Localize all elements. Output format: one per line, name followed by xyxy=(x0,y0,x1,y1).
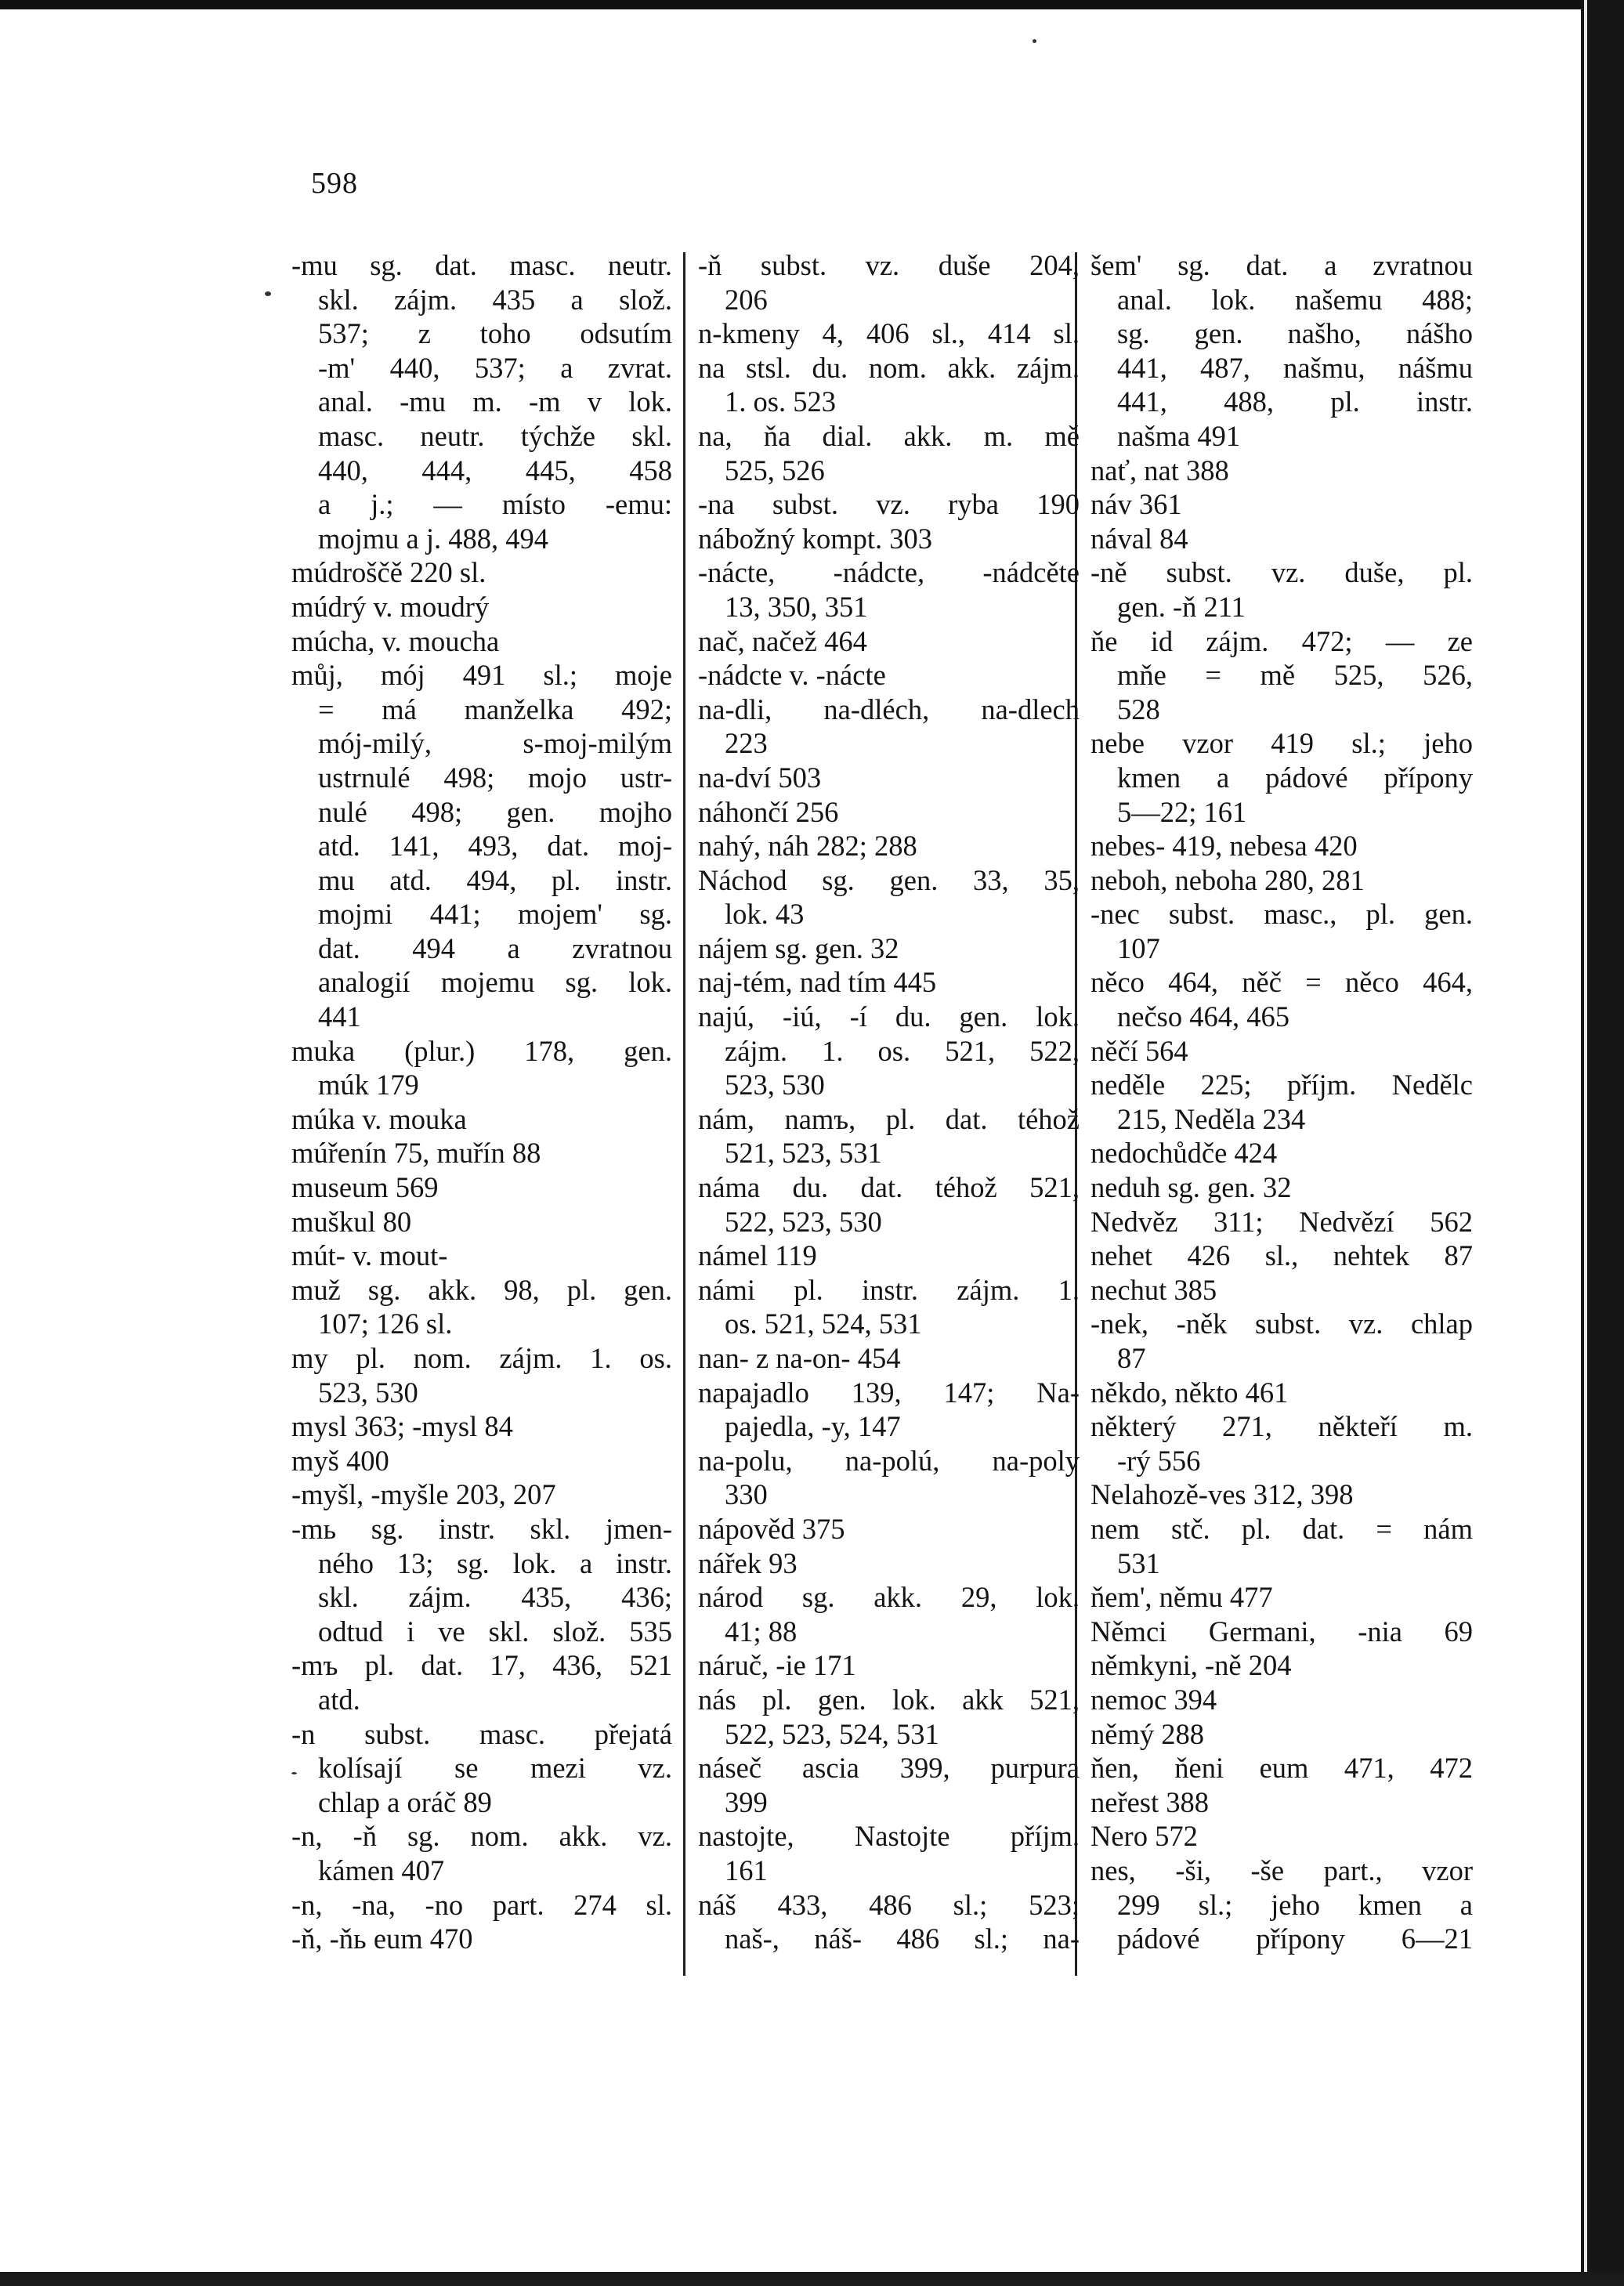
index-line: neduh sg. gen. 32 xyxy=(1091,1171,1292,1204)
index-line: masc. neutr. týchže skl. xyxy=(318,419,672,452)
index-line: ňe id zájm. 472; — ze xyxy=(1091,624,1473,657)
index-line: naš-, náš- 486 sl.; na- xyxy=(725,1922,1080,1955)
index-line: 13, 350, 351 xyxy=(725,590,868,623)
index-line: 441, 487, našmu, nášmu xyxy=(1117,351,1473,384)
index-line: náruč, -ie 171 xyxy=(698,1649,856,1682)
index-line: atd. 141, 493, dat. moj- xyxy=(318,830,672,863)
index-line: mysl 363; -mysl 84 xyxy=(291,1410,513,1443)
index-line: atd. xyxy=(318,1683,360,1716)
index-line: mút- v. mout- xyxy=(291,1239,448,1272)
scan-border-bottom xyxy=(0,2272,1624,2286)
index-line: os. 521, 524, 531 xyxy=(725,1308,922,1340)
index-line: 441, 488, pl. instr. xyxy=(1117,385,1473,418)
index-line: na, ňa dial. akk. m. mě xyxy=(698,419,1080,452)
index-line: 523, 530 xyxy=(318,1376,418,1409)
index-line: n-kmeny 4, 406 sl., 414 sl. xyxy=(698,317,1080,350)
index-line: můj, mój 491 sl.; moje xyxy=(291,659,672,692)
index-line: muškul 80 xyxy=(291,1205,412,1238)
scan-border-right-highlight xyxy=(1584,0,1587,2286)
index-line: 525, 526 xyxy=(725,454,825,486)
index-line: napajadlo 139, 147; Na- xyxy=(698,1376,1080,1409)
index-line: -nek, -něk subst. vz. chlap xyxy=(1091,1308,1473,1340)
index-line: kolísají se mezi vz. xyxy=(318,1752,672,1785)
index-line: nem stč. pl. dat. = nám xyxy=(1091,1512,1473,1545)
index-line: sg. gen. našho, nášho xyxy=(1117,317,1473,350)
index-line: 206 xyxy=(725,283,768,316)
index-line: zájm. 1. os. 521, 522, xyxy=(725,1034,1080,1067)
index-line: -m' 440, 537; a zvrat. xyxy=(318,351,672,384)
index-line: 107 xyxy=(1117,931,1160,964)
index-line: -myšl, -myšle 203, 207 xyxy=(291,1478,556,1511)
index-line: nečso 464, 465 xyxy=(1117,1000,1289,1033)
scan-speck xyxy=(1033,39,1036,43)
index-line: múka v. mouka xyxy=(291,1102,467,1135)
index-line: náma du. dat. téhož 521, xyxy=(698,1171,1080,1204)
index-line: 522, 523, 524, 531 xyxy=(725,1717,939,1750)
index-line: nápověd 375 xyxy=(698,1512,845,1545)
index-line: anal. -mu m. -m v lok. xyxy=(318,385,672,418)
index-line: múcha, v. moucha xyxy=(291,624,500,657)
index-line: neřest 388 xyxy=(1091,1785,1210,1818)
scan-border-right xyxy=(1581,0,1624,2286)
index-line: národ sg. akk. 29, lok. xyxy=(698,1581,1080,1614)
index-line: náhončí 256 xyxy=(698,795,839,828)
index-line: nával 84 xyxy=(1091,522,1188,555)
index-line: pádové přípony 6—21 xyxy=(1117,1922,1473,1955)
index-line: šem' sg. dat. a zvratnou xyxy=(1091,249,1473,281)
index-line: 537; z toho odsutím xyxy=(318,317,672,350)
index-line: 531 xyxy=(1117,1546,1160,1579)
index-line: nebe vzor 419 sl.; jeho xyxy=(1091,727,1473,760)
index-line: nářek 93 xyxy=(698,1546,798,1579)
index-line: 87 xyxy=(1117,1342,1146,1374)
index-line: pajedla, -y, 147 xyxy=(725,1410,901,1443)
index-line: -nácte, -nádcte, -nádcěte xyxy=(698,556,1080,589)
index-line: analogií mojemu sg. lok. xyxy=(318,966,672,999)
index-line: -ně subst. vz. duše, pl. xyxy=(1091,556,1473,589)
index-line: Němci Germani, -nia 69 xyxy=(1091,1615,1473,1648)
index-line: náš 433, 486 sl.; 523; xyxy=(698,1888,1080,1921)
index-line: 441 xyxy=(318,1000,361,1033)
index-line: lok. 43 xyxy=(725,898,805,931)
index-line: němkyni, -ně 204 xyxy=(1091,1649,1292,1682)
index-line: někdo, někto 461 xyxy=(1091,1376,1289,1409)
index-column-2 xyxy=(698,248,1080,1956)
index-line: 107; 126 sl. xyxy=(318,1308,453,1340)
index-line: na-dli, na-dléch, na-dlech xyxy=(698,693,1080,725)
index-line: 1. os. 523 xyxy=(725,385,836,418)
index-line: odtud i ve skl. slož. 535 xyxy=(318,1615,672,1648)
index-line: 522, 523, 530 xyxy=(725,1205,882,1238)
index-line: naj-tém, nad tím 445 xyxy=(698,966,937,999)
index-column-1 xyxy=(291,248,672,1956)
index-line: múřenín 75, muřín 88 xyxy=(291,1137,541,1170)
index-line: nebes- 419, nebesa 420 xyxy=(1091,830,1358,863)
index-line: dat. 494 a zvratnou xyxy=(318,931,672,964)
index-line: -na subst. vz. ryba 190 xyxy=(698,488,1080,521)
index-line: mój-milý, s-moj-milým xyxy=(318,727,672,760)
index-line: nahý, náh 282; 288 xyxy=(698,830,917,863)
index-line: 528 xyxy=(1117,693,1160,725)
index-line: nás pl. gen. lok. akk 521, xyxy=(698,1683,1080,1716)
index-line: něčí 564 xyxy=(1091,1034,1188,1067)
index-line: kmen a pádové přípony xyxy=(1117,761,1473,794)
index-line: Nelahozě-ves 312, 398 xyxy=(1091,1478,1354,1511)
index-line: 41; 88 xyxy=(725,1615,798,1648)
index-line: múk 179 xyxy=(318,1069,419,1101)
index-line: -rý 556 xyxy=(1117,1444,1201,1477)
index-line: 399 xyxy=(725,1785,768,1818)
index-line: ňem', němu 477 xyxy=(1091,1581,1273,1614)
index-line: nač, načež 464 xyxy=(698,624,867,657)
index-line: na-dví 503 xyxy=(698,761,822,794)
index-line: a j.; — místo -emu: xyxy=(318,488,672,521)
index-line: nám, namъ, pl. dat. téhož xyxy=(698,1102,1080,1135)
index-line: mňe = mě 525, 526, xyxy=(1117,659,1473,692)
index-line: nastojte, Nastojte příjm. xyxy=(698,1820,1080,1853)
index-line: našma 491 xyxy=(1117,419,1241,452)
index-line: chlap a oráč 89 xyxy=(318,1785,492,1818)
index-line: -n, -na, -no part. 274 sl. xyxy=(291,1888,672,1921)
index-line: gen. -ň 211 xyxy=(1117,590,1246,623)
index-line: němý 288 xyxy=(1091,1717,1204,1750)
scan-speck xyxy=(265,291,271,296)
index-line: -n, -ň sg. nom. akk. vz. xyxy=(291,1820,672,1853)
index-line: myš 400 xyxy=(291,1444,389,1477)
index-line: něco 464, něč = něco 464, xyxy=(1091,966,1473,999)
index-line: na-polu, na-polú, na-poly xyxy=(698,1444,1080,1477)
index-line: -mu sg. dat. masc. neutr. xyxy=(291,249,672,281)
index-line: -ň subst. vz. duše 204, xyxy=(698,249,1080,281)
index-line: 5—22; 161 xyxy=(1117,795,1247,828)
index-line: my pl. nom. zájm. 1. os. xyxy=(291,1342,672,1374)
index-line: 223 xyxy=(725,727,768,760)
index-line: ňen, ňeni eum 471, 472 xyxy=(1091,1752,1473,1785)
index-line: náv 361 xyxy=(1091,488,1182,521)
index-line: Nedvěz 311; Nedvězí 562 xyxy=(1091,1205,1473,1238)
index-line: nulé 498; gen. mojho xyxy=(318,795,672,828)
index-line: na stsl. du. nom. akk. zájm. xyxy=(698,351,1080,384)
index-line: najú, -iú, -í du. gen. lok. xyxy=(698,1000,1080,1033)
index-line: 523, 530 xyxy=(725,1069,825,1101)
index-line: muka (plur.) 178, gen. xyxy=(291,1034,672,1067)
scan-border-top xyxy=(0,0,1624,9)
index-line: neboh, neboha 280, 281 xyxy=(1091,863,1365,896)
index-line: nájem sg. gen. 32 xyxy=(698,931,899,964)
index-line: 440, 444, 445, 458 xyxy=(318,454,672,486)
index-line: 215, Neděla 234 xyxy=(1117,1102,1306,1135)
index-line: Náchod sg. gen. 33, 35, xyxy=(698,863,1080,896)
index-line: mu atd. 494, pl. instr. xyxy=(318,863,672,896)
index-line: ného 13; sg. lok. a instr. xyxy=(318,1546,672,1579)
index-line: 299 sl.; jeho kmen a xyxy=(1117,1888,1473,1921)
index-line: = má manželka 492; xyxy=(318,693,672,725)
index-column-3 xyxy=(1091,248,1473,1956)
index-line: 521, 523, 531 xyxy=(725,1137,882,1170)
index-line: neděle 225; příjm. Nedělc xyxy=(1091,1069,1473,1101)
index-line: 330 xyxy=(725,1478,768,1511)
index-line: múdrý v. moudrý xyxy=(291,590,490,623)
index-line: nemoc 394 xyxy=(1091,1683,1217,1716)
index-line: nan- z na-on- 454 xyxy=(698,1342,901,1374)
index-line: nedochůdče 424 xyxy=(1091,1137,1278,1170)
index-line: nehet 426 sl., nehtek 87 xyxy=(1091,1239,1473,1272)
index-line: -nádcte v. -nácte xyxy=(698,659,886,692)
index-line: museum 569 xyxy=(291,1171,439,1204)
index-line: námel 119 xyxy=(698,1239,817,1272)
index-line: -n subst. masc. přejatá xyxy=(291,1717,672,1750)
index-line: kámen 407 xyxy=(318,1854,445,1886)
index-line: nechut 385 xyxy=(1091,1273,1217,1306)
index-line: námi pl. instr. zájm. 1. xyxy=(698,1273,1080,1306)
page-number: 598 xyxy=(311,167,358,200)
index-line: mojmi 441; mojem' sg. xyxy=(318,898,672,931)
index-line: nes, -ši, -še part., vzor xyxy=(1091,1854,1473,1886)
index-line: náseč ascia 399, purpura xyxy=(698,1752,1080,1785)
index-line: nať, nat 388 xyxy=(1091,454,1229,486)
index-line: -nec subst. masc., pl. gen. xyxy=(1091,898,1473,931)
column-rule-left xyxy=(683,252,685,1976)
index-line: ustrnulé 498; mojo ustr- xyxy=(318,761,672,794)
index-line: -ň, -ňь eum 470 xyxy=(291,1922,473,1955)
index-line: -mь sg. instr. skl. jmen- xyxy=(291,1512,672,1545)
index-line: skl. zájm. 435 a slož. xyxy=(318,283,672,316)
index-line: skl. zájm. 435, 436; xyxy=(318,1581,672,1614)
index-line: anal. lok. našemu 488; xyxy=(1117,283,1473,316)
index-line: Nero 572 xyxy=(1091,1820,1198,1853)
index-line: muž sg. akk. 98, pl. gen. xyxy=(291,1273,672,1306)
index-line: nábožný kompt. 303 xyxy=(698,522,933,555)
index-line: múdroščě 220 sl. xyxy=(291,556,486,589)
index-line: 161 xyxy=(725,1854,768,1886)
index-line: -mъ pl. dat. 17, 436, 521 xyxy=(291,1649,672,1682)
index-line: některý 271, někteří m. xyxy=(1091,1410,1473,1443)
index-line: mojmu a j. 488, 494 xyxy=(318,522,549,555)
